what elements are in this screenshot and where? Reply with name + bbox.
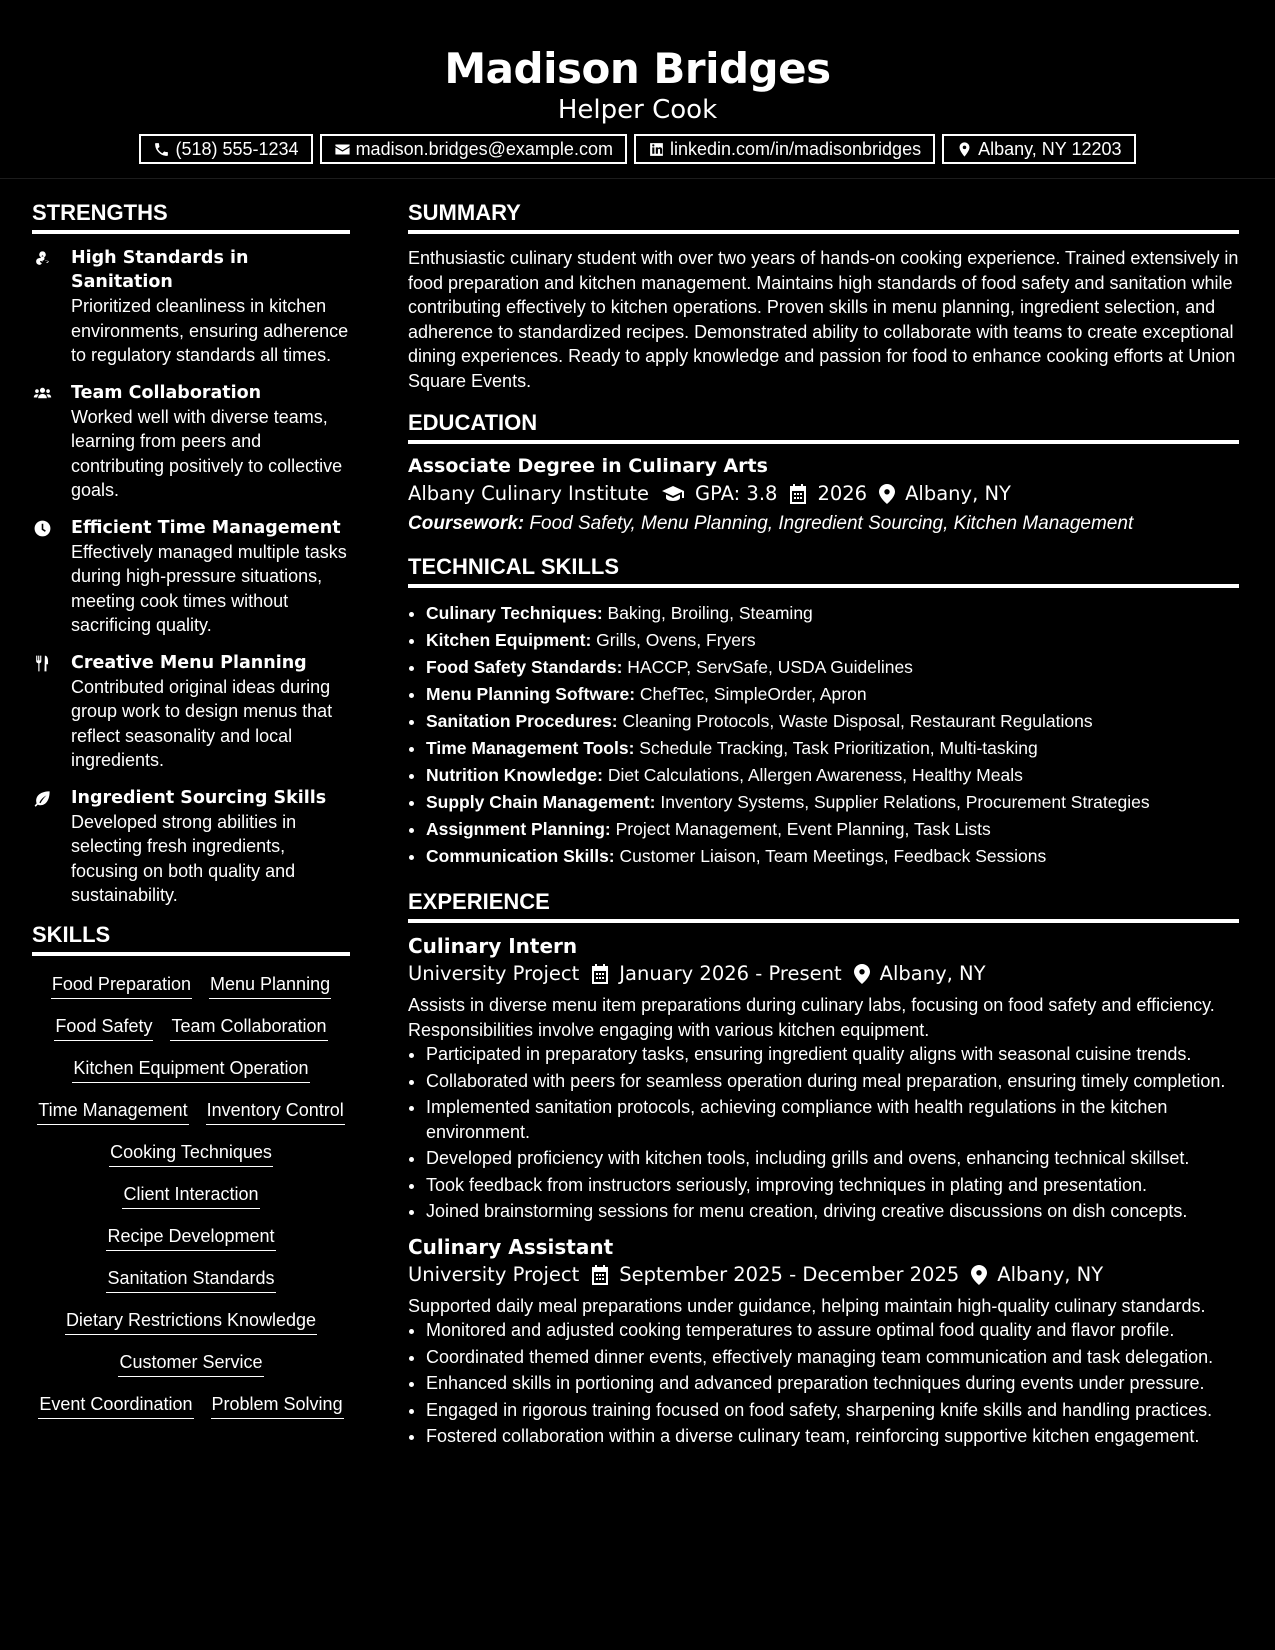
left-column [32,199,350,1419]
skill-tag: Food Preparation [51,972,192,999]
map-pin-icon [956,141,973,158]
skill-values: Customer Liaison, Team Meetings, Feedback Sessions [619,846,1047,866]
skill-values: Baking, Broiling, Steaming [607,603,813,623]
strength-item [32,246,350,368]
location-contact [942,134,1135,164]
strength-title: Team Collaboration [71,382,262,403]
linkedin-contact[interactable] [634,134,935,164]
strength-title: Ingredient Sourcing Skills [71,787,327,808]
skill-tag: Inventory Control [206,1098,345,1125]
list-item [426,816,1239,843]
education-meta [408,479,1239,509]
strength-title: High Standards in Sanitation [71,248,249,292]
strength-desc: Contributed original ideas during group work to design menus that reflect seasonality and local ingredients. [71,676,333,770]
phone-icon [153,141,170,158]
skill-tag: Problem Solving [211,1392,344,1419]
coursework-list: Food Safety, Menu Planning, Ingredient Sourcing, Kitchen Management [529,513,1134,534]
list-item: • Collaborated with peers for seamless operation during meal preparation, ensuring timely completion. [426,1069,1239,1094]
biohazard-icon [32,249,53,268]
list-item: • Engaged in rigorous training focused on food safety, sharpening knife skills and handling practices. [426,1398,1239,1423]
gpa: GPA: 3.8 [695,482,778,505]
skill-tag: Kitchen Equipment Operation [72,1056,309,1083]
leaf-icon [32,789,53,808]
list-item: • Implemented sanitation protocols, achieving compliance with health regulations in the kitchen environment. [426,1095,1239,1144]
skill-values: Schedule Tracking, Task Prioritization, Multi-tasking [639,738,1038,758]
map-pin-icon [854,964,870,984]
summary-heading: SUMMARY [408,199,1239,234]
skill-category: Menu Planning Software: [426,684,636,704]
list-item [426,654,1239,681]
skill-values: Inventory Systems, Supplier Relations, Procurement Strategies [660,792,1150,812]
job-location: Albany, NY [879,962,986,985]
list-item [426,600,1239,627]
list-item: • Took feedback from instructors seriously, improving techniques in plating and presentation. [426,1173,1239,1198]
coursework-label: Coursework: [408,513,525,534]
strength-item [32,651,350,773]
job-entry [408,933,1239,1224]
map-pin-icon [879,484,895,504]
job-location: Albany, NY [997,1262,1104,1286]
technical-skills-list [408,600,1239,870]
job-org: University Project [408,962,580,985]
list-item [426,681,1239,708]
utensils-icon [32,654,53,673]
strength-item [32,786,350,908]
strength-item [32,381,350,503]
skill-tag: Customer Service [118,1350,263,1377]
degree-title: Associate Degree in Culinary Arts [408,455,768,477]
email-contact[interactable] [320,134,627,164]
phone-contact[interactable] [139,134,312,164]
skills-heading: SKILLS [32,921,350,956]
users-icon [32,384,53,403]
contact-bar [0,134,1275,164]
skill-tag: Client Interaction [122,1182,259,1209]
email-text: madison.bridges@example.com [355,138,613,159]
linkedin-text: linkedin.com/in/madisonbridges [669,138,922,159]
job-bullets [408,1318,1239,1449]
skill-values: HACCP, ServSafe, USDA Guidelines [627,657,913,677]
experience-heading: EXPERIENCE [408,888,1239,923]
list-item [426,627,1239,654]
skill-category: Assignment Planning: [426,819,611,839]
linkedin-icon [648,141,665,158]
list-item [426,843,1239,870]
strength-desc: Effectively managed multiple tasks during high-pressure situations, meeting cook times without sacrificing quality. [71,541,347,635]
list-item: • Coordinated themed dinner events, effectively managing team communication and task delegation. [426,1345,1239,1370]
strength-desc: Worked well with diverse teams, learning from peers and contributing positively to collective goals. [71,406,343,500]
strengths-list [32,246,350,908]
list-item: • Fostered collaboration within a diverse culinary team, reinforcing supportive kitchen engagement. [426,1424,1239,1449]
skill-category: Communication Skills: [426,846,615,866]
location-text: Albany, NY 12203 [978,138,1122,159]
list-item: • Developed proficiency with kitchen tools, including grills and ovens, enhancing technical skillset. [426,1146,1239,1171]
graduation-cap-icon [661,484,685,504]
skill-category: Supply Chain Management: [426,792,656,812]
skill-values: Diet Calculations, Allergen Awareness, Healthy Meals [607,765,1023,785]
technical-skills-heading: TECHNICAL SKILLS [408,553,1239,588]
job-dates: January 2026 - Present [619,962,842,985]
skill-tag: Food Safety [54,1014,153,1041]
job-org: University Project [408,1262,580,1286]
skill-category: Time Management Tools: [426,738,635,758]
skill-tag: Recipe Development [106,1224,275,1251]
skill-tag: Menu Planning [209,972,331,999]
strengths-heading: STRENGTHS [32,199,350,234]
graduation-year: 2026 [817,482,868,505]
candidate-title: Helper Cook [557,95,718,125]
skill-tag: Dietary Restrictions Knowledge [65,1308,317,1335]
skill-tag: Event Coordination [38,1392,193,1419]
strength-item [32,516,350,638]
envelope-icon [334,141,351,158]
calendar-icon [591,1265,609,1285]
strength-desc: Prioritized cleanliness in kitchen environments, ensuring adherence to regulatory standards all times. [71,296,349,365]
skills-list [32,972,350,1419]
calendar-icon [789,484,807,504]
job-description: Assists in diverse menu item preparations during culinary labs, focusing on food safety and efficiency. Responsibilities involve engaging with various kitchen equipment. [408,995,1215,1040]
calendar-icon [591,964,609,984]
job-description: Supported daily meal preparations under guidance, helping maintain high-quality culinary standards. [408,1295,1206,1316]
skill-category: Sanitation Procedures: [426,711,618,731]
skill-category: Culinary Techniques: [426,603,603,623]
list-item [426,708,1239,735]
summary-text: Enthusiastic culinary student with over two years of hands-on cooking experience. Trained extensively in food preparation and kitchen management. Maintains high standards of food safety and sanitation while contributing effectively to kitchen operations. Proven skills in menu planning, ingredient selection, and adherence to standardized recipes. Demonstrated ability to collaborate with teams to create exceptional dining experiences. Ready to apply knowledge and passion for food to enhance cooking efforts at Union Square Events. [408,248,1239,391]
skill-category: Nutrition Knowledge: [426,765,603,785]
skill-tag: Time Management [37,1098,188,1125]
school-name: Albany Culinary Institute [408,482,650,505]
skill-values: Grills, Ovens, Fryers [596,630,756,650]
job-title: Culinary Assistant [408,1234,614,1259]
job-entry [408,1234,1239,1449]
school-location: Albany, NY [905,482,1011,505]
right-column [408,199,1239,1461]
list-item: • Monitored and adjusted cooking temperatures to assure optimal food quality and flavor profile. [426,1318,1239,1343]
strength-desc: Developed strong abilities in selecting fresh ingredients, focusing on both quality and sustainability. [71,811,297,905]
skill-category: Kitchen Equipment: [426,630,592,650]
job-dates: September 2025 - December 2025 [619,1262,960,1286]
list-item [426,735,1239,762]
clock-icon [32,519,53,538]
strength-title: Creative Menu Planning [71,652,307,673]
job-meta [408,1260,1239,1290]
candidate-name: Madison Bridges [444,44,831,93]
list-item: • Participated in preparatory tasks, ensuring ingredient quality aligns with seasonal cuisine trends. [426,1042,1239,1067]
skill-values: Cleaning Protocols, Waste Disposal, Restaurant Regulations [622,711,1093,731]
skill-category: Food Safety Standards: [426,657,623,677]
list-item [426,762,1239,789]
job-bullets [408,1042,1239,1224]
coursework [408,509,1239,539]
phone-text: (518) 555-1234 [175,138,299,159]
skill-values: ChefTec, SimpleOrder, Apron [639,684,867,704]
skill-tag: Sanitation Standards [106,1266,275,1293]
education-heading: EDUCATION [408,409,1239,444]
list-item: • Joined brainstorming sessions for menu creation, driving creative discussions on dish concepts. [426,1199,1239,1224]
list-item [426,789,1239,816]
skill-tag: Cooking Techniques [109,1140,273,1167]
map-pin-icon [971,1265,987,1285]
list-item: • Enhanced skills in portioning and advanced preparation techniques during events under pressure. [426,1371,1239,1396]
job-title: Culinary Intern [408,934,578,958]
job-meta [408,959,1239,989]
resume-header [0,0,1275,179]
skill-tag: Team Collaboration [170,1014,327,1041]
strength-title: Efficient Time Management [71,517,341,538]
skill-values: Project Management, Event Planning, Task Lists [615,819,991,839]
